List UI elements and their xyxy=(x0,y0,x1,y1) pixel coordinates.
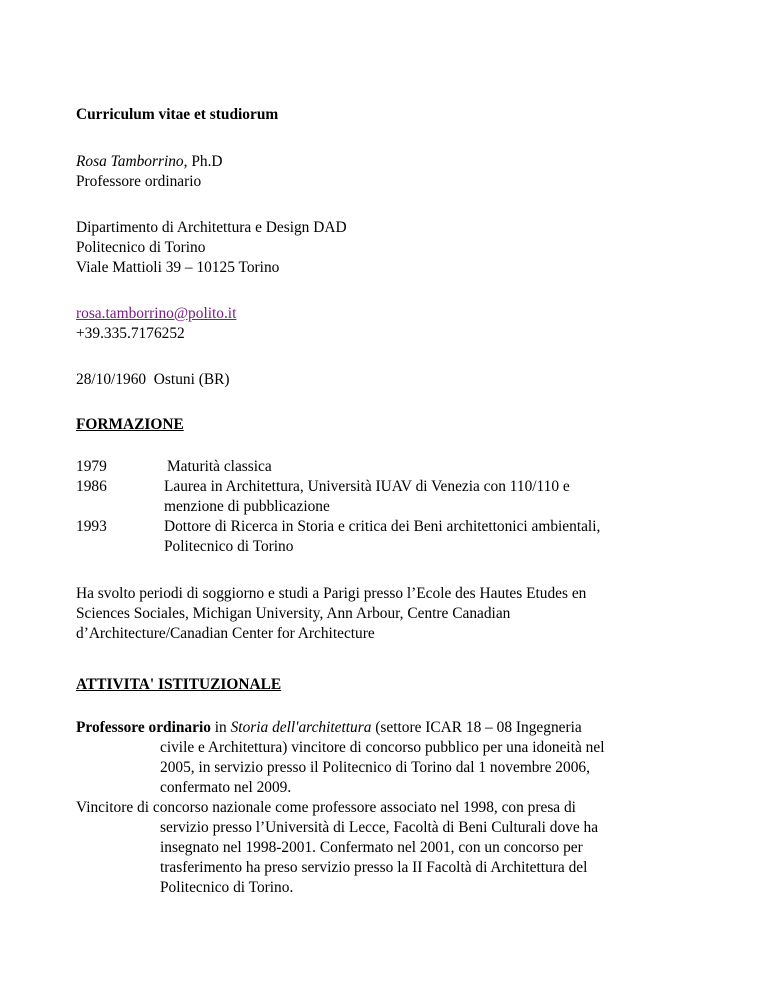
formazione-note-line: Ha svolto periodi di soggiorno e studi a Parigi presso l’Ecole des Hautes Etudes en xyxy=(76,585,587,602)
istituzionale-paragraph-line: trasferimento ha preso servizio presso la II Facoltà di Architettura del xyxy=(160,859,588,876)
formazione-year: 1979 xyxy=(76,458,107,475)
istituzionale-paragraph-line: 2005, in servizio presso il Politecnico di Torino dal 1 novembre 2006, xyxy=(160,759,590,776)
author-line xyxy=(76,152,223,172)
istituzionale-paragraph-line: confermato nel 2009. xyxy=(160,779,292,796)
phone-number: +39.335.7176252 xyxy=(76,325,185,342)
affiliation-address: Viale Mattioli 39 – 10125 Torino xyxy=(76,259,280,276)
istituzionale-paragraph-line: insegnato nel 1998-2001. Confermato nel 2001, con un concorso per xyxy=(160,839,583,856)
email-link[interactable]: rosa.tamborrino@polito.it xyxy=(76,305,237,322)
role-discipline: Storia dell'architettura xyxy=(230,719,372,736)
formazione-text: Dottore di Ricerca in Storia e critica dei Beni architettonici ambientali, xyxy=(164,518,601,535)
affiliation-institution: Politecnico di Torino xyxy=(76,239,206,256)
section-title-istituzionale: ATTIVITA' ISTITUZIONALE xyxy=(76,676,282,693)
formazione-year: 1993 xyxy=(76,518,107,535)
author-role: Professore ordinario xyxy=(76,173,202,190)
formazione-note-line: d’Architecture/Canadian Center for Architecture xyxy=(76,625,375,642)
formazione-year: 1986 xyxy=(76,478,107,495)
istituzionale-paragraph-line: servizio presso l’Università di Lecce, Facoltà di Beni Culturali dove ha xyxy=(160,819,599,836)
role-details: (settore ICAR 18 – 08 Ingegneria xyxy=(371,719,582,736)
formazione-note-line: Sciences Sociales, Michigan University, Ann Arbour, Centre Canadian xyxy=(76,605,511,622)
istituzionale-paragraph-line: civile e Architettura) vincitore di concorso pubblico per una idoneità nel xyxy=(160,739,605,756)
formazione-text: Politecnico di Torino xyxy=(164,538,294,555)
istituzionale-paragraph-line: Politecnico di Torino. xyxy=(160,879,294,896)
formazione-text: menzione di pubblicazione xyxy=(164,498,330,515)
section-title-formazione: FORMAZIONE xyxy=(76,416,184,433)
formazione-text: Maturità classica xyxy=(167,458,272,475)
formazione-text: Laurea in Architettura, Università IUAV di Venezia con 110/110 e xyxy=(164,478,570,495)
istituzionale-paragraph-line xyxy=(76,718,582,738)
role-connector: in xyxy=(210,719,231,736)
role-title: Professore ordinario xyxy=(76,719,211,736)
author-name: Rosa Tamborrino xyxy=(76,153,184,170)
istituzionale-paragraph-line: Vincitore di concorso nazionale come professore associato nel 1998, con presa di xyxy=(76,799,576,816)
document-heading: Curriculum vitae et studiorum xyxy=(76,106,279,123)
affiliation-department: Dipartimento di Architettura e Design DAD xyxy=(76,219,347,236)
author-suffix: , Ph.D xyxy=(183,153,223,170)
birth-info: 28/10/1960 Ostuni (BR) xyxy=(76,371,230,388)
